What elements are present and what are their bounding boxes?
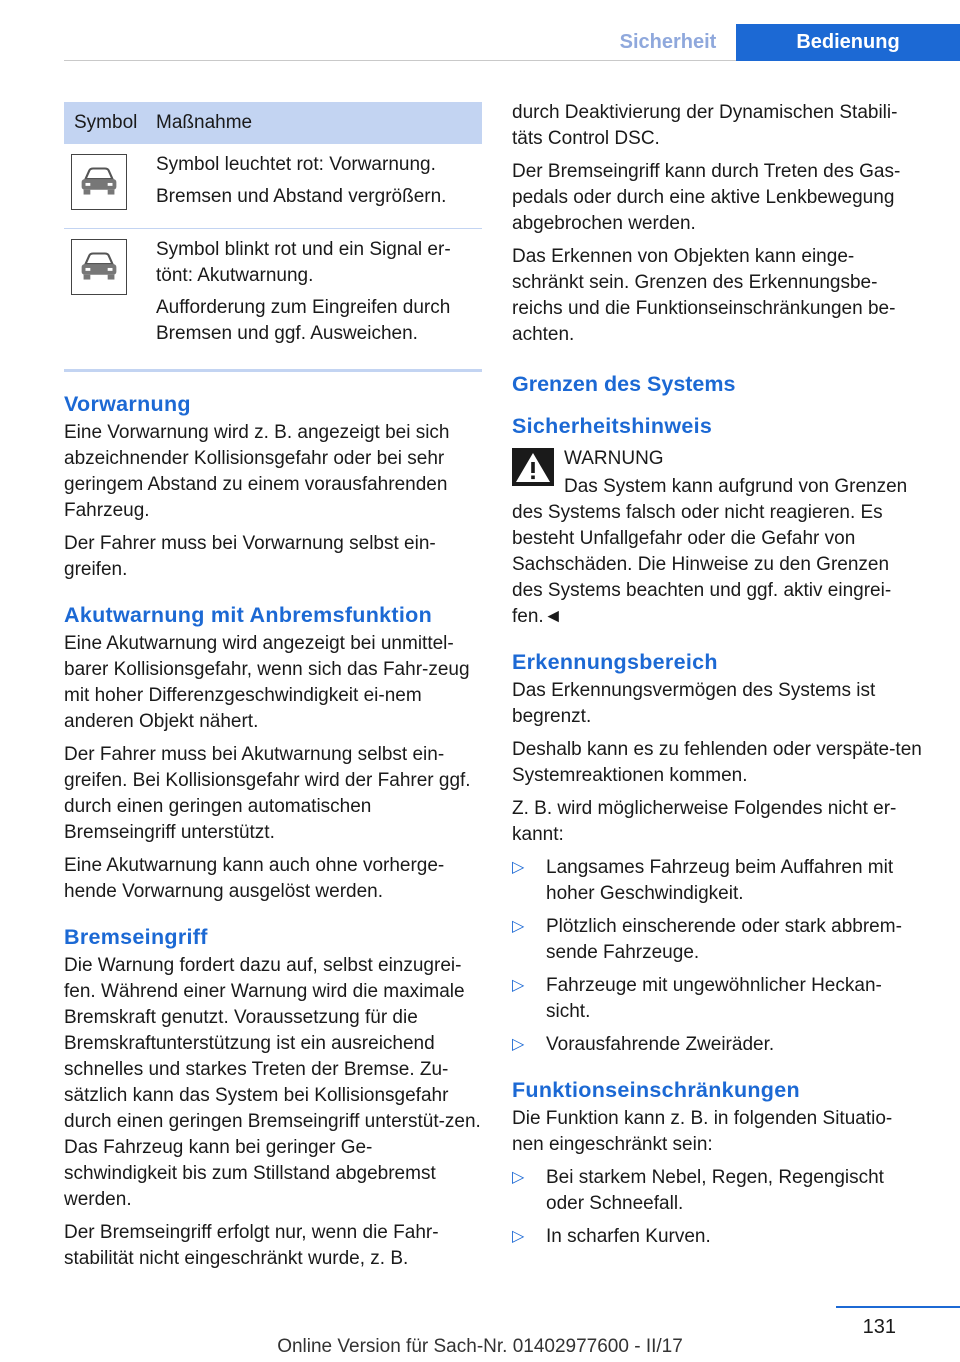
paragraph: Eine Vorwarnung wird z. B. angezeigt bei sich abzeichnender Kollisionsgefahr oder bei sehr geringem Abstand zu einem vorausfahrenden Fahrzeug. xyxy=(64,422,450,521)
paragraph: Eine Akutwarnung kann auch ohne vorherge‐hende Vorwarnung ausgelöst werden. xyxy=(64,855,445,902)
paragraph: Der Bremseingriff kann durch Treten des Gas‐pedals oder durch eine aktive Lenkbewegung abgebrochen werden. xyxy=(512,161,901,234)
paragraph: Eine Akutwarnung wird angezeigt bei unmittel‐barer Kollisionsgefahr, wenn sich das Fahr‐zeug mit hoher Differenzgeschwindigkeit ei‐nem anderen Objekt nähert. xyxy=(64,633,470,732)
section-title-akutwarnung: Akutwarnung mit Anbremsfunktion xyxy=(64,603,433,627)
table-row xyxy=(64,229,482,371)
list-item: ▷ Langsames Fahrzeug beim Auffahren mit hoher Geschwindigkeit. xyxy=(512,855,922,907)
funktion-list xyxy=(512,1165,922,1250)
warning-triangle-icon xyxy=(512,448,554,486)
table-header-symbol: Symbol xyxy=(64,102,156,144)
table-header-massnahme: Maßnahme xyxy=(156,102,482,144)
paragraph: Deshalb kann es zu fehlenden oder verspäte‐ten Systemreaktionen kommen. xyxy=(512,739,922,786)
section-title-sicherheitshinweis: Sicherheitshinweis xyxy=(512,414,713,438)
list-item: ▷ In scharfen Kurven. xyxy=(512,1224,922,1250)
warning-label: WARNUNG xyxy=(564,448,664,469)
right-column xyxy=(512,100,922,1258)
footer-rule xyxy=(836,1306,960,1308)
car-front-icon xyxy=(71,239,127,295)
section-title-vorwarnung: Vorwarnung xyxy=(64,392,191,416)
erkennung-list xyxy=(512,855,922,1058)
paragraph: Das Erkennen von Objekten kann einge‐schränkt sein. Grenzen des Erkennungsbe‐reichs und die Funktionseinschränkungen be‐achten. xyxy=(512,246,896,345)
table-cell-text: Symbol blinkt rot und ein Signal er‐tönt: Akutwarnung. xyxy=(156,239,451,286)
paragraph: Die Warnung fordert dazu auf, selbst einzugrei‐fen. Während einer Warnung wird die maximale Bremskraft genutzt. Voraussetzung für die Bremskraftunterstützung ist ein ausreichend schnelles und starkes Treten der Bremse. Zu‐sätzlich kann das System bei Kollisionsgefahr durch einen geringen Bremseingriff unterstüt‐zen. Das Fahrzeug kann bei geringer Ge‐schwindigkeit bis zum Stillstand abgebremst werden. xyxy=(64,955,481,1210)
warning-text: Das System kann aufgrund von Grenzen des Systems falsch oder nicht reagieren. Es besteht Unfallgefahr oder die Gefahr von Sachschäden. Die Hinweise zu den Grenzen des Systems beachten und ggf. aktiv eingrei‐fen.◄ xyxy=(512,476,908,627)
table-cell-text: Symbol leuchtet rot: Vorwarnung. xyxy=(156,154,436,175)
table-header-row xyxy=(64,102,482,144)
paragraph: Der Fahrer muss bei Akutwarnung selbst ein‐greifen. Bei Kollisionsgefahr wird der Fahrer ggf. durch einen geringen automatischen Bremseingriff unterstützt. xyxy=(64,744,471,843)
list-item: ▷ Plötzlich einscherende oder stark abbrem‐sende Fahrzeuge. xyxy=(512,914,922,966)
section-title-bremseingriff: Bremseingriff xyxy=(64,925,208,949)
tab-bedienung[interactable]: Bedienung xyxy=(736,24,960,61)
car-front-icon xyxy=(71,154,127,210)
section-title-grenzen: Grenzen des Systems xyxy=(512,372,736,396)
page-number: 131 xyxy=(862,1316,896,1338)
list-item: ▷ Bei starkem Nebel, Regen, Regengischt oder Schneefall. xyxy=(512,1165,922,1217)
footer-text: Online Version für Sach-Nr. 01402977600 - II/17 xyxy=(277,1336,683,1357)
section-title-erkennungsbereich: Erkennungsbereich xyxy=(512,650,718,674)
list-item: ▷ Fahrzeuge mit ungewöhnlicher Heckan‐sicht. xyxy=(512,973,922,1025)
tab-sicherheit[interactable]: Sicherheit xyxy=(619,31,717,53)
left-column xyxy=(64,102,482,1279)
table-row xyxy=(64,144,482,229)
warning-block xyxy=(512,446,922,630)
paragraph: Das Erkennungsvermögen des Systems ist begrenzt. xyxy=(512,680,876,727)
paragraph: durch Deaktivierung der Dynamischen Stabili‐täts Control DSC. xyxy=(512,102,898,149)
table-cell-text: Aufforderung zum Eingreifen durch Bremsen und ggf. Ausweichen. xyxy=(156,297,451,344)
paragraph: Z. B. wird möglicherweise Folgendes nicht er‐kannt: xyxy=(512,798,897,845)
paragraph: Der Fahrer muss bei Vorwarnung selbst ein‐greifen. xyxy=(64,533,436,580)
list-item: ▷ Vorausfahrende Zweiräder. xyxy=(512,1032,922,1058)
paragraph: Die Funktion kann z. B. in folgenden Situatio‐nen eingeschränkt sein: xyxy=(512,1108,893,1155)
paragraph: Der Bremseingriff erfolgt nur, wenn die Fahr‐stabilität nicht eingeschränkt wurde, z. B. xyxy=(64,1222,439,1269)
table-cell-text: Bremsen und Abstand vergrößern. xyxy=(156,186,447,207)
symbol-table xyxy=(64,102,482,372)
section-title-funktionseinschraenkungen: Funktionseinschränkungen xyxy=(512,1078,800,1102)
